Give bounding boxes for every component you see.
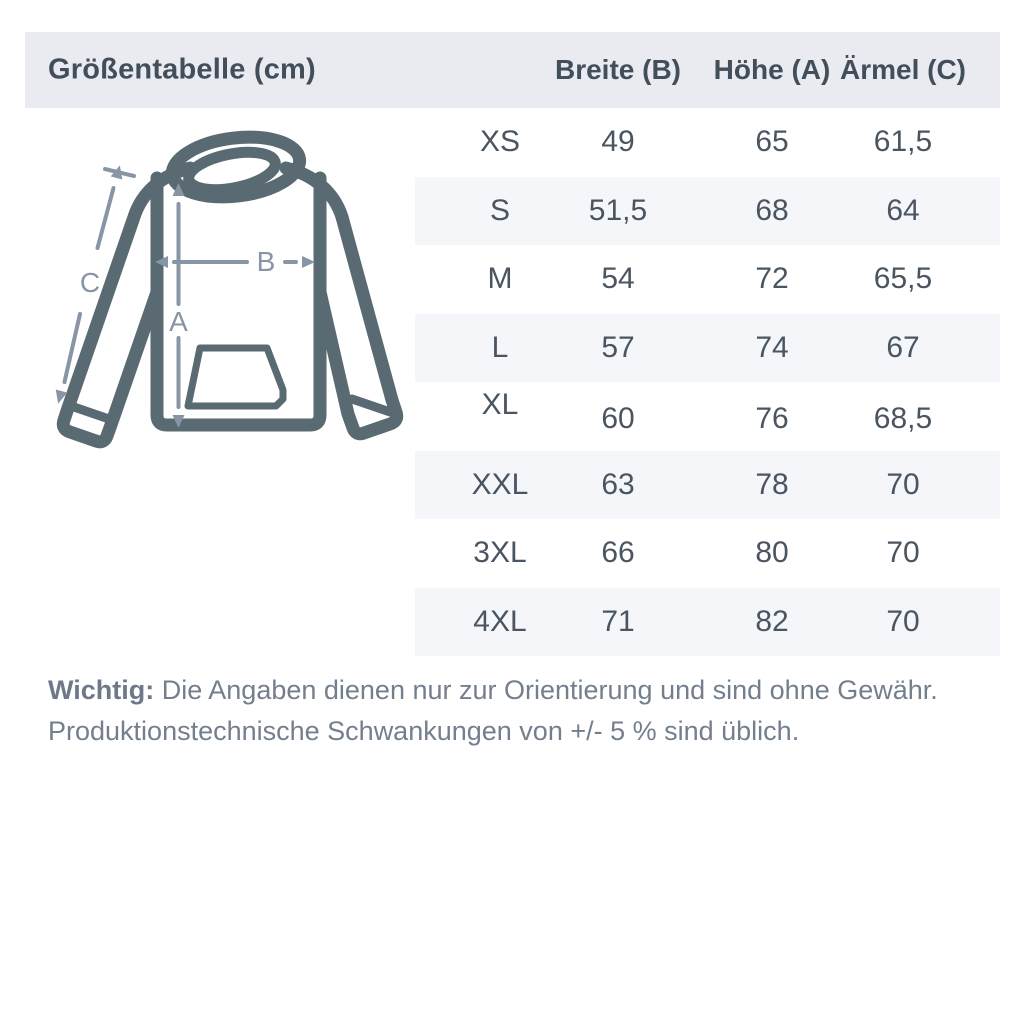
size-cell: M bbox=[487, 262, 513, 296]
hoehe-cell: 80 bbox=[755, 536, 789, 570]
header-bar bbox=[25, 32, 1000, 108]
size-cell: XL bbox=[481, 388, 519, 422]
footnote-text-1: Die Angaben dienen nur zur Orientierung und sind ohne Gewähr. bbox=[161, 675, 938, 705]
breite-cell: 71 bbox=[601, 604, 635, 638]
size-table bbox=[415, 108, 1000, 656]
breite-cell: 54 bbox=[601, 262, 635, 296]
measure-label-a: A bbox=[169, 306, 188, 337]
column-header-hoehe: Höhe (A) bbox=[713, 54, 831, 85]
footnote bbox=[48, 670, 978, 752]
footnote-line-2: Produktionstechnische Schwankungen von +/- 5 % sind üblich. bbox=[48, 716, 800, 746]
hoehe-cell: 72 bbox=[755, 262, 789, 296]
page-title: Größentabelle (cm) bbox=[48, 53, 316, 86]
aermel-cell: 70 bbox=[886, 467, 920, 501]
size-cell: L bbox=[491, 330, 509, 364]
size-cell: 4XL bbox=[473, 604, 527, 638]
hoehe-cell: 68 bbox=[755, 193, 789, 227]
breite-cell: 49 bbox=[601, 125, 635, 159]
size-cell: S bbox=[489, 193, 511, 227]
aermel-cell: 64 bbox=[886, 193, 920, 227]
footnote-line-1 bbox=[48, 670, 978, 711]
breite-cell: 66 bbox=[601, 536, 635, 570]
aermel-cell: 68,5 bbox=[873, 402, 933, 436]
column-header-breite: Breite (B) bbox=[554, 54, 682, 85]
table-row bbox=[415, 177, 1000, 246]
size-cell: 3XL bbox=[473, 536, 527, 570]
hoehe-cell: 74 bbox=[755, 330, 789, 364]
table-row bbox=[415, 382, 1000, 451]
table-row bbox=[415, 451, 1000, 520]
aermel-cell: 61,5 bbox=[873, 125, 933, 159]
size-cell: XXL bbox=[471, 467, 529, 501]
table-row bbox=[415, 314, 1000, 383]
breite-cell: 57 bbox=[601, 330, 635, 364]
hoehe-cell: 76 bbox=[755, 402, 789, 436]
hoodie-measurement-diagram bbox=[40, 118, 405, 466]
column-header-aermel: Ärmel (C) bbox=[839, 54, 967, 85]
breite-cell: 60 bbox=[601, 402, 635, 436]
table-row bbox=[415, 245, 1000, 314]
table-row bbox=[415, 588, 1000, 657]
hoehe-cell: 82 bbox=[755, 604, 789, 638]
hoehe-cell: 78 bbox=[755, 467, 789, 501]
aermel-cell: 65,5 bbox=[873, 262, 933, 296]
size-cell: XS bbox=[479, 125, 521, 159]
breite-cell: 63 bbox=[601, 467, 635, 501]
footnote-label: Wichtig: bbox=[48, 675, 155, 705]
measure-label-c: C bbox=[79, 267, 101, 298]
table-row bbox=[415, 108, 1000, 177]
table-row bbox=[415, 519, 1000, 588]
aermel-cell: 70 bbox=[886, 604, 920, 638]
hoodie-outline-icon bbox=[63, 130, 397, 441]
hoehe-cell: 65 bbox=[755, 125, 789, 159]
measure-label-b: B bbox=[256, 246, 276, 277]
aermel-cell: 70 bbox=[886, 536, 920, 570]
aermel-cell: 67 bbox=[886, 330, 920, 364]
breite-cell: 51,5 bbox=[588, 193, 648, 227]
